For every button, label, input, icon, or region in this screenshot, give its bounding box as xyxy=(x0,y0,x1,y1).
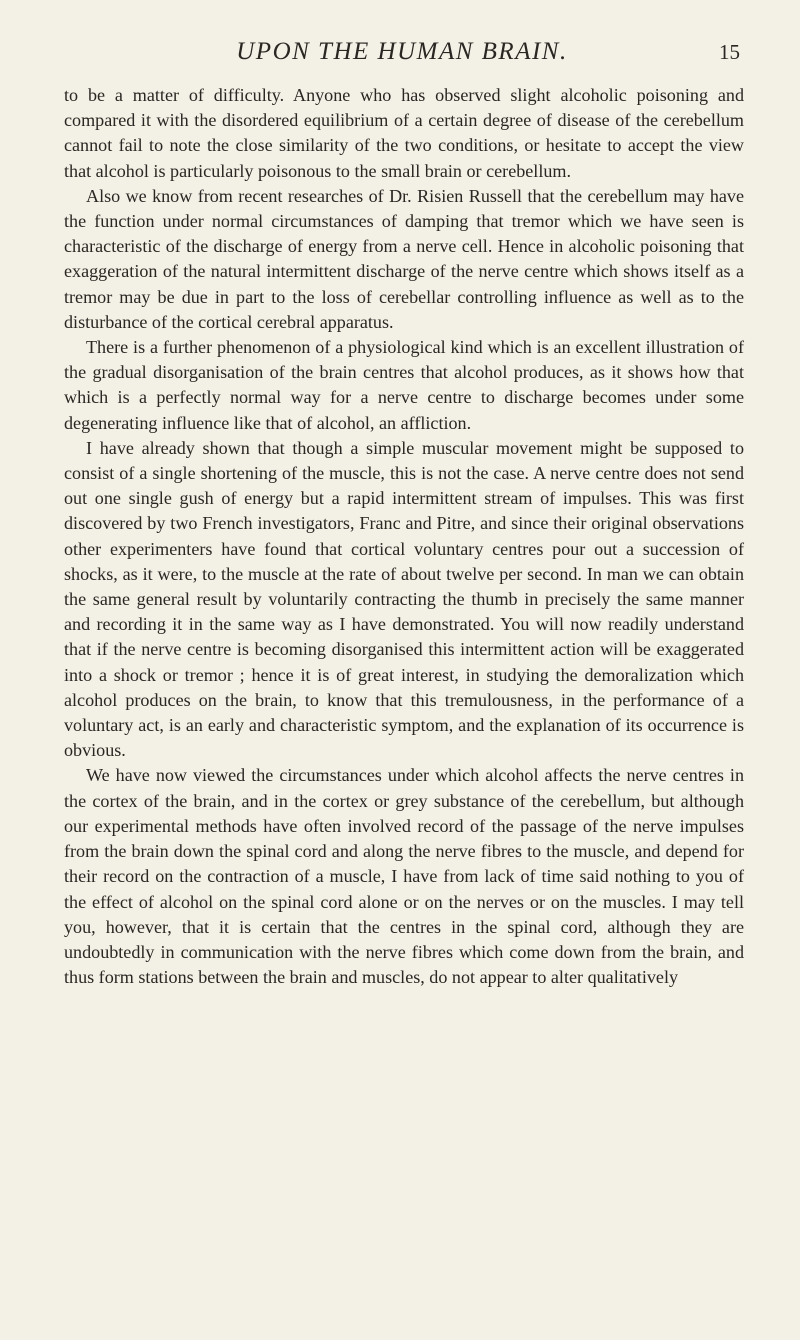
paragraph-further-phenomenon: There is a further phenomenon of a physiological kind which is an excellent illustration of the gradual disorganisation of the brain centres that alcohol produces, as it shows how that which is a perfectly normal way for a nerve centre to discharge becomes under some degenerating influence like that of alcohol, an affliction. xyxy=(64,337,744,433)
running-title: UPON THE HUMAN BRAIN. xyxy=(236,38,568,65)
page-number: 15 xyxy=(719,40,740,64)
running-head xyxy=(64,38,740,74)
body-text xyxy=(64,83,744,990)
paragraph-continued: to be a matter of difficulty. Anyone who has observed slight alcoholic poisoning and compared it with the disordered equilibrium of a certain degree of disease of the cerebellum cannot fail to note the close similarity of the two conditions, or hesitate to accept the view that alcohol is particularly poisonous to the small brain or cerebellum. xyxy=(64,85,744,181)
paragraph-muscular-movement: I have already shown that though a simple muscular movement might be supposed to consist of a single shortening of the muscle, this is not the case. A nerve centre does not send out one single gush of energy but a rapid intermittent stream of impulses. This was first discovered by two French investigators, Franc and Pitre, and since their original observations other experimenters have found that cortical voluntary centres pour out a succession of shocks, as it were, to the muscle at the rate of about twelve per second. In man we can obtain the same general result by voluntarily contracting the thumb in precisely the same manner and recording it in the same way as I have demonstrated. You will now readily understand that if the nerve centre is becoming disorganised this intermittent action will be exaggerated into a shock or tremor ; hence it is of great interest, in studying the demoralization which alcohol produces on the brain, to know that this tremulousness, in the performance of a voluntary act, is an early and characteristic symptom, and the explanation of its occurrence is obvious. xyxy=(64,437,744,761)
paragraph-cerebellum-russell: Also we know from recent researches of Dr. Risien Russell that the cerebellum may have the function under normal circumstances of damping that tremor which we have seen is characteristic of the discharge of energy from a nerve cell. Hence in alcoholic poisoning that exaggeration of the natural intermittent discharge of the nerve centre which shows itself as a tremor may be due in part to the loss of cerebellar controlling influence as well as to the disturbance of the cortical cerebral apparatus. xyxy=(64,185,744,332)
paragraph-nerve-centres: We have now viewed the circumstances under which alcohol affects the nerve centres in the cortex of the brain, and in the cortex or grey substance of the cerebellum, but although our experimental methods have often involved record of the passage of the nerve impulses from the brain down the spinal cord and along the nerve fibres to the muscle, and depend for their record on the contraction of a muscle, I have from lack of time said nothing to you of the effect of alcohol on the spinal cord alone or on the nerves or on the muscles. I may tell you, however, that it is certain that the centres in the spinal cord, although they are undoubtedly in communication with the nerve fibres which come down from the brain, and thus form stations between the brain and muscles, do not appear to alter qualitatively xyxy=(64,765,744,988)
